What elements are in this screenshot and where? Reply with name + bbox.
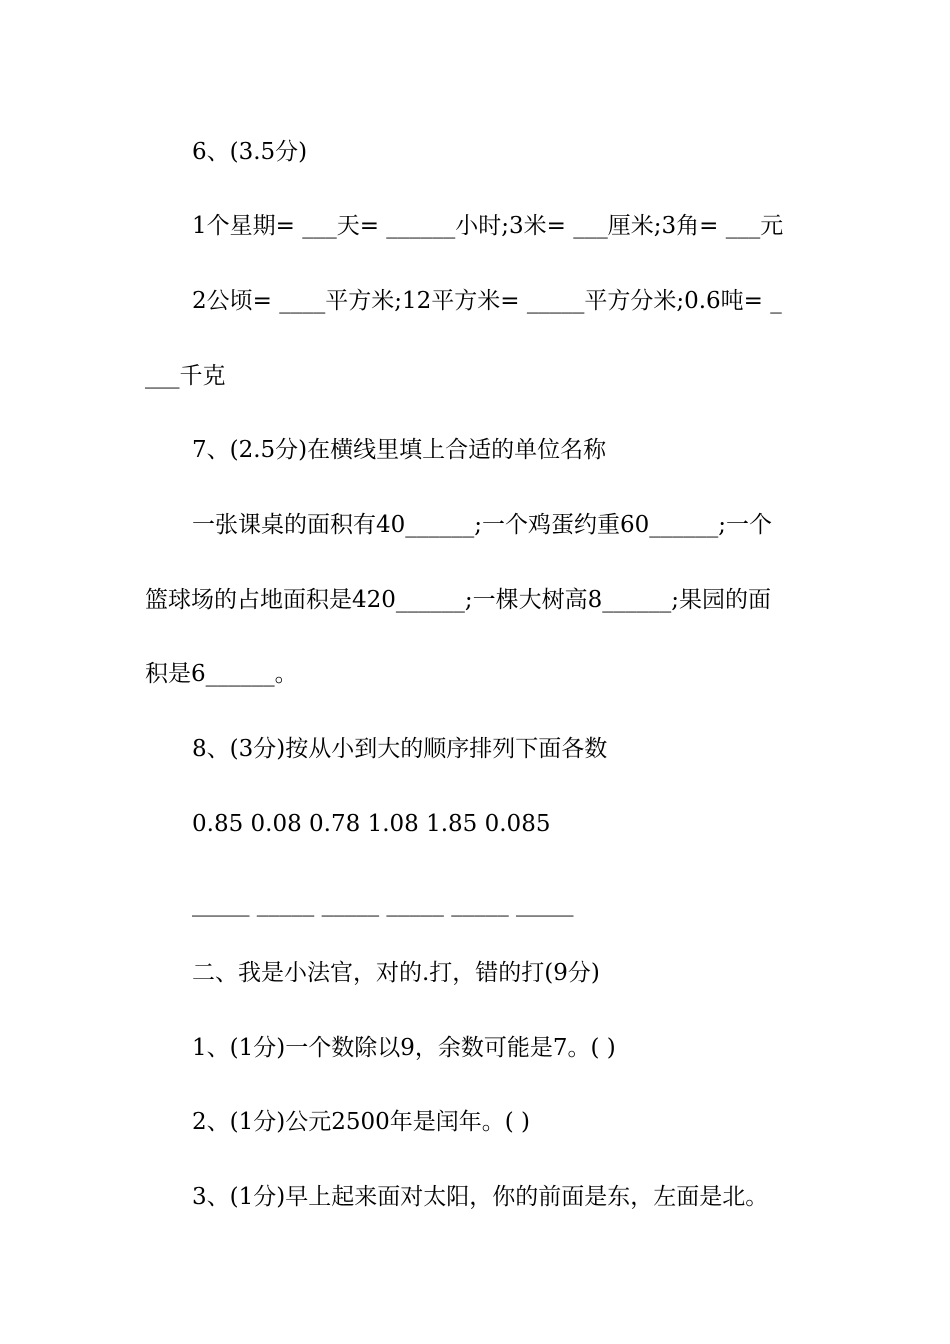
question-7-line-1: 一张课桌的面积有40______;一个鸡蛋约重60______;一个 — [192, 512, 773, 538]
question-6-line-1: 1个星期= ___天= ______小时;3米= ___厘米;3角= ___元 — [192, 213, 784, 239]
section-2-question-1: 1、(1分)一个数除以9，余数可能是7。( ) — [192, 1035, 616, 1061]
question-7-line-3: 积是6______。 — [145, 661, 298, 687]
question-8-answer-blanks: _____ _____ _____ _____ _____ _____ — [192, 891, 574, 917]
section-2-header: 二、我是小法官，对的.打，错的打(9分) — [192, 960, 600, 986]
question-7-line-2: 篮球场的占地面积是420______;一棵大树高8______;果园的面 — [145, 587, 772, 613]
question-8-numbers: 0.85 0.08 0.78 1.08 1.85 0.085 — [192, 811, 551, 837]
question-6-line-3: ___千克 — [145, 363, 226, 389]
question-6-header: 6、(3.5分) — [192, 139, 308, 165]
section-2-question-2: 2、(1分)公元2500年是闰年。( ) — [192, 1109, 531, 1135]
section-2-question-3: 3、(1分)早上起来面对太阳，你的前面是东，左面是北。 — [192, 1184, 769, 1210]
question-8-header: 8、(3分)按从小到大的顺序排列下面各数 — [192, 736, 608, 762]
question-7-header: 7、(2.5分)在横线里填上合适的单位名称 — [192, 437, 607, 463]
question-6-line-2: 2公顷= ____平方米;12平方米= _____平方分米;0.6吨= _ — [192, 288, 782, 314]
